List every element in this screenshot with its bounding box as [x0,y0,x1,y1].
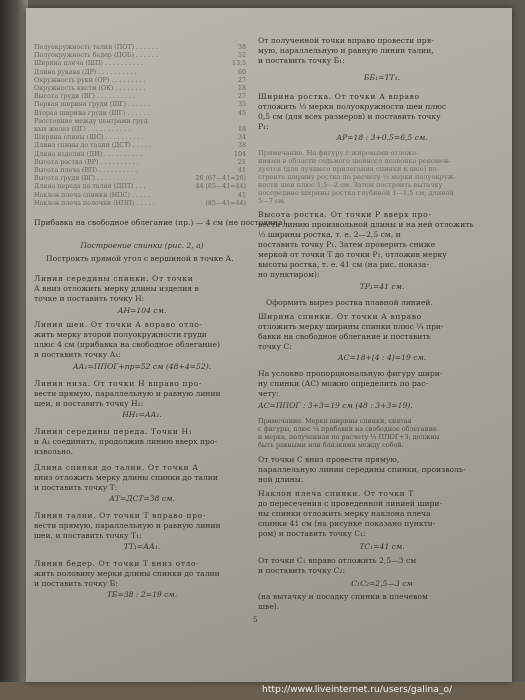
text-line: параллельную линии середины спинки, произволь- [258,465,466,474]
table-row [34,77,246,85]
note-line: строить ширину ростка по расчету ⅓ мерки полуокруж- [258,173,456,181]
formula-TP1: ТР₁=41 см. [359,282,405,291]
table-row [34,44,246,52]
text-line: точке и поставить точку Н: [34,294,145,303]
table-row [34,126,246,134]
table-row [34,93,246,101]
page-number: 5 [253,616,258,624]
measurement-value: 60 [237,68,246,76]
measurement-label: Полуокружность талии (ПОТ) . . . . . . [34,44,159,51]
formula-AC-calc: АС=ППОГ : 3+3=19 см (48 : 3+3=19). [258,401,413,410]
measurement-label: Длина изделия (ДИ) . . . . . . . . . . [34,150,143,158]
paragraph-from-point: От полученной точки вправо провести пря- [258,36,434,45]
measurement-label: Полуокружность бедер (ПОБ) . . . . . . [34,52,159,60]
table-row [34,134,246,142]
formula-HH1: НН₁=АА₁. [122,410,162,419]
formula-AT: АТ=ДСТ=38 см. [109,494,175,503]
note-line: с фигуры, плюс ¼ прибавки на свободное облегание [258,425,437,433]
measurement-label: Окружность кисти (ОК) . . . . . . . . [34,85,146,92]
text-line: (на вытачку и посадку спинки в плечевом [258,592,428,601]
text-line: и поставить точку С₂: [258,566,346,575]
text-line: и поставить точку Б: [34,579,118,588]
text-line: извольно. [34,447,74,456]
table-row [34,151,246,159]
paragraph-neck-width: Ширина ростка. От точки А вправо [258,92,420,101]
formula-AH: АН=104 см. [117,306,167,315]
text-line: чету: [258,389,279,398]
paragraph-vertical-line: От точки С вниз провести прямую, [258,455,400,464]
paragraph-right-angle: Построить прямой угол с вершиной в точке А. [46,254,234,263]
text-line: и поставить точку Т: [34,483,118,492]
text-line: вести прямую, параллельную и равную линии [34,389,221,398]
paragraph-back-width: Ширина спинки. От точки А вправо [258,312,422,321]
measurement-value: 44 (85—41=44) [195,183,246,191]
measurement-label: Длина спины до талии (ДСТ) . . . . . [34,142,151,150]
allowance-line-1: Прибавка на свободное облегание (пр.) — 4 см (не постоянна). [34,218,288,227]
table-row [34,200,246,208]
paragraph-point-c2: От точки С₁ вправо отложить 2,5—3 см [258,556,417,565]
note-line: и мерка, полученная по расчету ⅓ ППОГ+3, должны [258,433,440,441]
paragraph-proportional: На условно пропорциональную фигуру шири- [258,369,443,378]
paragraph-bottom-line: Линия низа. От точки Н вправо про- [34,379,202,388]
measurement-label: Расстояние между центрами груд- [34,117,150,125]
text-line: поставить точку Р₁. Затем проверить сниже [258,240,436,249]
formula-TC1: ТС₁=41 см. [359,542,405,551]
text-line: меркой от точки Т до точки Р₁, отложив мерку [258,250,447,259]
text-line: шеи, и поставить точку Т₁: [34,531,142,540]
measurement-label: ных желез (ЦГ) . . . . . . . . . . . [34,126,131,133]
paragraph-back-length: Длина спинки до талии. От точки А [34,463,199,472]
table-row [34,142,246,150]
measurement-value: 52 [237,52,246,60]
paragraph-waist-line: Линия талии. От точки Т вправо про- [34,511,206,520]
measurement-value: 38 [237,142,246,150]
text-line: жить мерку второй полуокружности груди [34,330,207,339]
formula-TB: ТБ=38 : 2=19 см. [106,590,178,599]
text-line: жить половину мерки длины спинки до талии [34,569,220,578]
measurement-label: Длина рукава (ДР) . . . . . . . . . . [34,68,137,76]
measurement-value: 41 [237,167,246,174]
text-line: 0,5 см (для всех размеров) и поставить точку [258,112,441,121]
text-line: шеи, и поставить точку Н₁: [34,399,144,408]
measurement-value: 27 [237,76,246,84]
text-line: высоты ростка, т. е. 41 см (на рис. показа- [258,260,429,269]
measurement-value: 104 [233,150,246,158]
text-line: точку С: [258,342,292,351]
measurement-value: 26 (67—41=26) [195,175,246,183]
text-line: мую, параллельную и равную линии талии, [258,46,434,55]
paragraph-neck-line: Линия шеи. От точки А вправо отло- [34,320,203,329]
table-row [34,159,246,167]
note-line: 5—7 см. [258,197,286,205]
formula-TT1: ТТ₁=АА₁. [123,542,161,551]
text-line: ром) и поставить точку С₁: [258,529,366,538]
measurement-label: Окружность руки (ОР) . . . . . . . . . [34,76,146,84]
paragraph-hip-line: Линия бедер. От точки Т вниз отло- [34,559,200,568]
table-row [34,118,246,126]
text-line: Р₁: [258,122,269,131]
text-line: отложить ⅓ мерки полуокружности шеи плюс [258,102,447,111]
measurement-label: Вторая ширина груди (ШГ) . . . . . . [34,109,150,117]
section-heading: Построение спинки (рис. 2, а) [80,241,204,250]
table-row [34,85,246,93]
measurement-label: Ширина спины (ШС) . . . . . . . . . . [34,134,144,142]
text-line: вниз отложить мерку длины спинки до талии [34,473,218,482]
table-row [34,192,246,200]
text-line: А вниз отложить мерку длины изделия в [34,284,199,293]
measurement-label: Высота ростка (ВР) . . . . . . . . . . [34,158,139,166]
text-line: и поставить точку А₁: [34,350,121,359]
measurement-label: Наклон плеча спинки (НПС) . . . . . [34,191,150,199]
measurement-label: Ширина плеча (ШП) . . . . . . . . . . [34,60,144,68]
text-line: вести прямую, параллельную и равную линии [34,521,221,530]
measurement-label: Наклон плеча полочки (НПП) . . . . . [34,199,155,207]
measurement-value: 35 [237,101,246,109]
formula-AC: АС=18+(4 : 4)=19 см. [337,353,427,362]
measurement-value: 45 [237,109,246,117]
formula-AA1: АА₁=ППОГ+пр=52 см (48+4=52). [72,362,212,371]
text-line: шве). [258,602,280,611]
paragraph-back-middle: Линия середины спинки. От точки [34,274,194,283]
measurement-label: Высота плеча (ВП) . . . . . . . . . . [34,167,138,174]
paragraph-shoulder-slope: Наклон плеча спинки. От точки Т [258,489,414,498]
text-line: ⅓ ширины ростка, т. е. 2—2,5 см, и [258,230,401,239]
text-line: отложить мерку ширины спинки плюс ¼ при- [258,322,444,331]
measurement-value: 41 [237,191,246,199]
measurement-value: 18 [237,85,246,92]
measurement-value: 27 [237,93,246,101]
measurement-value: (85—41=44) [205,199,246,207]
measurement-label: Первая ширина груди (ШГ) . . . . . . [34,101,151,109]
book-spine [0,0,28,700]
text-line: и А₁ соединить, продолжив линию вверх про- [34,437,218,446]
paragraph-neck-curve: Оформить вырез ростка плавной линией. [266,298,433,307]
note-line: посередине ширины ростка глубиной 1—1,5 см, длиной [258,189,455,197]
formula-AP: АР=18 : 3+0,5=6,5 см. [336,133,428,142]
note-line: быть равными или близкими между собой. [258,441,404,449]
note-2: Примечание. Мерки ширины спинки, снятая [258,417,412,425]
table-row [34,175,246,183]
table-row [34,60,246,68]
table-row [34,52,246,60]
formula-BB1: ББ₁=ТТ₁. [363,73,401,82]
text-line: и поставить точку Б₁: [258,56,345,65]
text-line: ну спинки (АС) можно определить по рас- [258,379,429,388]
note-line: ниями в области седьмого шейного позвонка рекомен- [258,157,451,165]
measurement-label: Высота груди (ВГ) . . . . . . . . . . [34,175,136,183]
paragraph-front-middle: Линия середины переда. Точки Н₁ [34,427,193,436]
text-line: бавки на свободное облегание и поставить [258,332,431,341]
measurement-value: 21 [237,158,246,166]
table-row [34,167,246,175]
paragraph-neck-height: Высота ростка. От точки Р вверх про- [258,210,432,219]
text-line: спинки 41 см (на рисунке показано пункти- [258,519,436,528]
table-row [34,69,246,77]
note-line: дуется (для лучшего прилегания спинки к шее) по- [258,165,439,173]
text-line: ной длины. [258,475,304,484]
text-line: ны спинки отложить мерку наклона плеча [258,509,431,518]
note-line: ности шеи плюс 1,5—2 см. Затем построить вытачку [258,181,443,189]
measurement-value: 38 [237,44,246,51]
text-line: плюс 4 см (прибавка на свободное облегание) [34,340,220,349]
table-row [34,101,246,109]
text-line: до пересечения с проведенной линией шири- [258,499,443,508]
table-row [34,183,246,191]
table-row [34,110,246,118]
measurement-label: Длина переда до талии (ДПТ) . . . [34,183,146,191]
text-line: вести линию произвольной длины и на ней отложить [258,220,474,229]
formula-C1C2: С₁С₂=2,5—3 см [351,579,413,588]
text-line: но пунктиром): [258,270,320,279]
note-1: Примечание. На фигуру с жировыми отложе- [258,149,419,157]
measurement-value: 34 [237,134,246,142]
measurement-value: 13,5 [231,60,246,68]
measurement-label: Высота груди (ВГ) . . . . . . . . . . [34,93,136,101]
measurement-value: 18 [237,126,246,133]
watermark-url: http://www.liveinternet.ru/users/galina_o/ [262,684,453,695]
